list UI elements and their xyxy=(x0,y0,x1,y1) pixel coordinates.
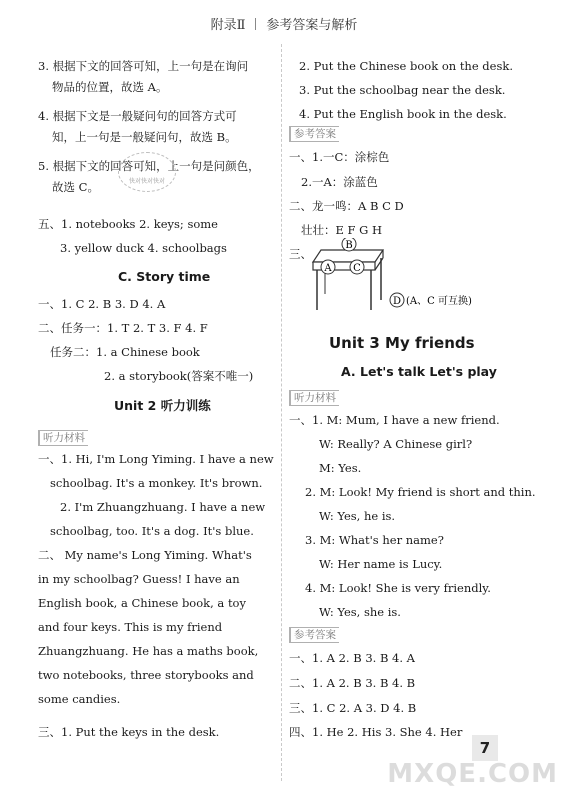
answer-line: 二、任务一：1. T 2. T 3. F 4. F xyxy=(38,321,208,335)
answer-line: 二、龙一鸣：A B C D xyxy=(289,199,404,213)
text-line: 二、 My name's Long Yiming. What's xyxy=(38,548,252,562)
dialogue-line: 一、1. M: Mum, I have a new friend. xyxy=(289,413,500,427)
text-line: 一、1. Hi, I'm Long Yiming. I have a new xyxy=(38,452,274,466)
answer-line: 3. 根据下文的回答可知，上一句是在询问 xyxy=(38,59,249,73)
text-line: Zhuangzhuang. He has a maths book, xyxy=(38,644,259,658)
desk-label-d: D xyxy=(392,296,402,307)
text-line: and four keys. This is my friend xyxy=(38,620,223,634)
dialogue-line: M: Yes. xyxy=(319,461,362,475)
text-line: 2. I'm Zhuangzhuang. I have a new xyxy=(60,500,266,514)
text-line: in my schoolbag? Guess! I have an xyxy=(38,572,240,586)
unit-title: Unit 3 My friends xyxy=(329,334,475,352)
text-line: schoolbag. It's a monkey. It's brown. xyxy=(50,476,263,490)
section-title: Unit 2 听力训练 xyxy=(114,398,211,413)
dialogue-line: W: Really? A Chinese girl? xyxy=(319,437,473,451)
dialogue-line: 4. M: Look! She is very friendly. xyxy=(305,581,491,595)
desk-label-a: A xyxy=(324,263,332,274)
dialogue-line: W: Yes, he is. xyxy=(319,509,396,523)
answer-line: 二、1. A 2. B 3. B 4. B xyxy=(289,676,416,690)
text-line: 2. Put the Chinese book on the desk. xyxy=(299,59,513,73)
dialogue-line: W: Her name is Lucy. xyxy=(319,557,443,571)
watermark-logo: MXQE.COM xyxy=(387,759,558,789)
answer-line: 4. 根据下文是一般疑问句的回答方式可 xyxy=(38,109,237,123)
stamp-mark: 快对快对快对 xyxy=(118,152,176,192)
dialogue-line: 3. M: What's her name? xyxy=(305,533,444,547)
desk-diagram xyxy=(299,238,474,316)
answer-line: 一、1. C 2. B 3. D 4. A xyxy=(38,297,166,311)
answer-line: 壮壮：E F G H xyxy=(301,223,383,237)
page-header xyxy=(0,14,568,33)
desk-label-b: B xyxy=(345,240,353,251)
answer-line: 任务二：1. a Chinese book xyxy=(50,345,200,359)
answer-line: 知，上一句是一般疑问句，故选 B。 xyxy=(52,130,237,144)
text-line: 三、1. Put the keys in the desk. xyxy=(38,725,220,739)
answer-line: 3. yellow duck 4. schoolbags xyxy=(60,241,227,255)
answer-line: 故选 C。 xyxy=(52,180,99,194)
answer-line: 5. 根据下文的回答可知，上一句是问颜色， xyxy=(38,159,260,173)
answer-tag: 参考答案 xyxy=(289,126,339,142)
answer-line: 2.一A：涂蓝色 xyxy=(301,175,378,189)
header-separator xyxy=(255,18,256,30)
desk-label-c: C xyxy=(353,263,361,274)
answer-line: 四、1. He 2. His 3. She 4. Her xyxy=(289,725,463,739)
answer-line: 2. a storybook(答案不唯一) xyxy=(104,369,254,383)
section-title: C. Story time xyxy=(118,269,211,284)
text-line: 4. Put the English book in the desk. xyxy=(299,107,507,121)
dialogue-line: 2. M: Look! My friend is short and thin. xyxy=(305,485,536,499)
answer-line: 一、1.一C：涂棕色 xyxy=(289,150,390,164)
section-title: A. Let's talk Let's play xyxy=(341,364,497,379)
text-line: schoolbag, too. It's a dog. It's blue. xyxy=(50,524,254,538)
dialogue-line: W: Yes, she is. xyxy=(319,605,401,619)
listening-material-tag: 听力材料 xyxy=(38,430,88,446)
answer-line: 三、1. C 2. A 3. D 4. B xyxy=(289,701,417,715)
listening-material-tag: 听力材料 xyxy=(289,390,339,406)
answer-line: 物品的位置，故选 A。 xyxy=(52,80,168,94)
header-title: 参考答案与解析 xyxy=(266,18,358,33)
column-divider xyxy=(281,44,283,781)
text-line: two notebooks, three storybooks and xyxy=(38,668,254,682)
desk-note: (A、C 可互换) xyxy=(406,296,472,307)
text-line: some candies. xyxy=(38,692,121,706)
answer-line: 一、1. A 2. B 3. B 4. A xyxy=(289,651,415,665)
answer-tag: 参考答案 xyxy=(289,627,339,643)
appendix-label: 附录Ⅱ xyxy=(210,18,246,33)
text-line: English book, a Chinese book, a toy xyxy=(38,596,246,610)
answer-line: 五、1. notebooks 2. keys; some xyxy=(38,217,218,231)
text-line: 3. Put the schoolbag near the desk. xyxy=(299,83,506,97)
answer-line: 三、 xyxy=(289,247,312,261)
page-number: 7 xyxy=(472,735,498,761)
